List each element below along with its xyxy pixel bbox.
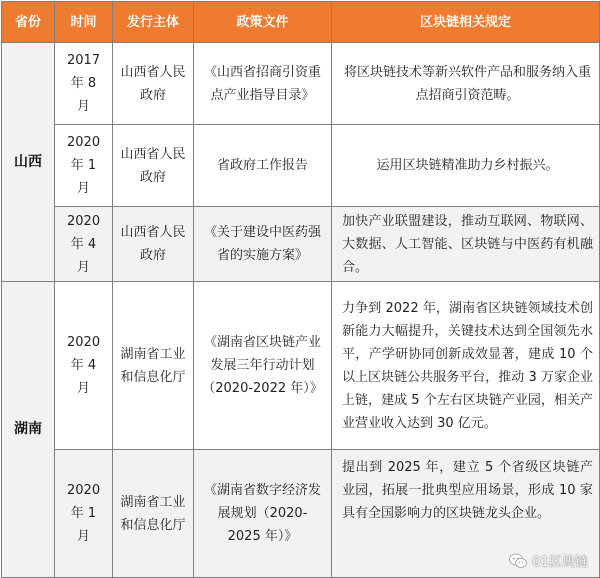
rule-cell: [332, 43, 600, 125]
province-shanxi: 山西: [2, 43, 55, 282]
time-text: 2020 年 4 月: [67, 335, 101, 396]
time-cell: [55, 43, 113, 125]
header-time: 时间: [55, 2, 113, 43]
table-row: [2, 207, 600, 282]
watermark: [509, 551, 588, 570]
issuer-text: 湖南省工业和信息化厅: [120, 346, 186, 385]
header-rules: 区块链相关规定: [332, 2, 600, 43]
time-cell: [55, 282, 113, 450]
table-row: [2, 43, 600, 125]
policy-cell: [194, 207, 332, 282]
policy-text: 《湖南省区块链产业发展三年行动计划（2020-2022 年）》: [202, 335, 323, 396]
policy-cell: [194, 125, 332, 207]
issuer-cell: [113, 450, 194, 578]
header-province: 省份: [2, 2, 55, 43]
rule-text: 将区块链技术等新兴软件产品和服务纳入重点招商引资范畴。: [343, 64, 591, 103]
issuer-text: 山西省人民政府: [120, 225, 186, 263]
rule-text: 加快产业联盟建设，推动互联网、物联网、大数据、人工智能、区块链与中医药有机融合。: [342, 213, 593, 275]
header-issuer: 发行主体: [113, 2, 194, 43]
policy-cell: [194, 282, 332, 450]
policy-text: 《湖南省数字经济发展规划（2020-2025 年）》: [203, 483, 321, 544]
time-text: 2020 年 1 月: [67, 135, 101, 196]
rule-text: 提出到 2025 年，建立 5 个省级区块链产业园，拓展一批典型应用场景，形成 10 家具有全国影响力的区块链龙头企业。: [342, 460, 593, 521]
policy-cell: [194, 450, 332, 578]
time-text: 2020 年 1 月: [67, 483, 101, 544]
time-text: 2020 年 4 月: [67, 213, 101, 275]
issuer-cell: [113, 282, 194, 450]
rule-text: 运用区块链精准助力乡村振兴。: [376, 158, 559, 173]
province-hunan: 湖南: [2, 282, 55, 578]
wechat-icon: [509, 553, 527, 569]
issuer-cell: [113, 125, 194, 207]
rule-cell: [332, 207, 600, 282]
header-policy: 政策文件: [194, 2, 332, 43]
policy-cell: [194, 43, 332, 125]
policy-text: 省政府工作报告: [216, 158, 308, 173]
issuer-text: 山西省人民政府: [120, 64, 186, 103]
time-cell: [55, 207, 113, 282]
rule-text: 力争到 2022 年，湖南省区块链领域技术创新能力大幅提升，关键技术达到全国领先水平，产学研协同创新成效显著，建成 10 个以上区块链公共服务平台，推动 3 万家企业上链，建成 5 个左右区块链产业园，相关产业营业收入达到 30 亿元。: [342, 300, 593, 431]
time-cell: [55, 125, 113, 207]
issuer-cell: [113, 207, 194, 282]
time-cell: [55, 450, 113, 578]
table-row: [2, 282, 600, 450]
rule-cell: [332, 282, 600, 450]
table-row: [2, 125, 600, 207]
time-text: 2017 年 8 月: [67, 53, 101, 114]
issuer-cell: [113, 43, 194, 125]
policy-text: 《关于建设中医药强省的实施方案》: [203, 225, 321, 263]
issuer-text: 山西省人民政府: [120, 146, 186, 185]
table-header-row: [2, 2, 600, 43]
rule-cell: [332, 125, 600, 207]
watermark-text: 01区块链: [532, 555, 588, 570]
issuer-text: 湖南省工业和信息化厅: [120, 494, 186, 533]
policy-table: [1, 1, 600, 578]
policy-text: 《山西省招商引资重点产业指导目录》: [203, 64, 321, 103]
